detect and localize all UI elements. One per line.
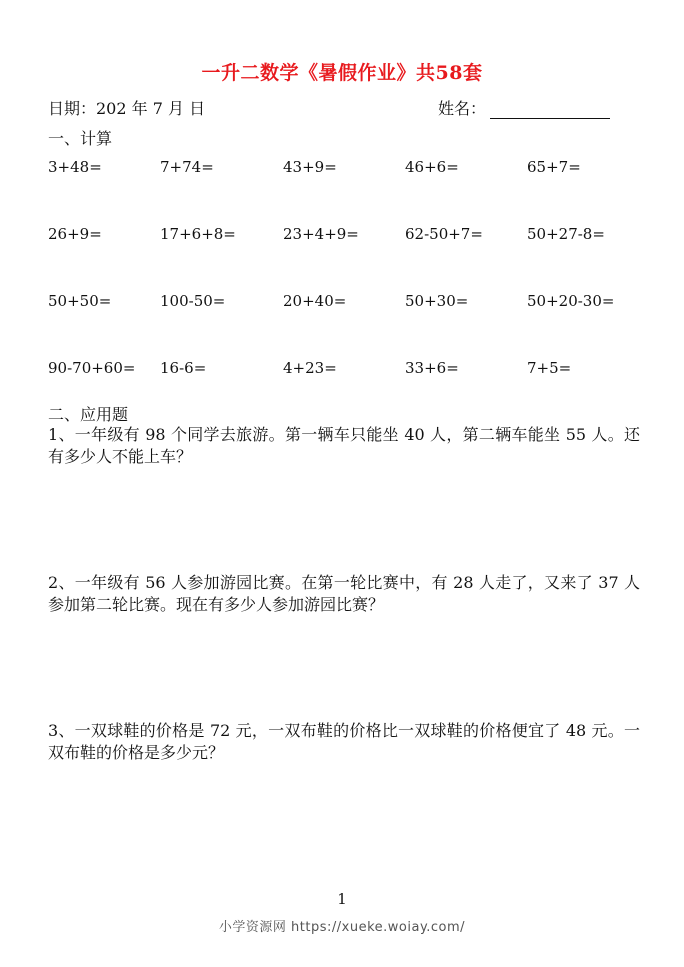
calc-item: 46+6= (405, 158, 459, 176)
section-title-calculation: 一、计算 (48, 129, 113, 148)
calc-item: 65+7= (527, 158, 581, 176)
page-number: 1 (337, 890, 347, 908)
calc-item: 20+40= (283, 292, 347, 310)
calc-item: 7+5= (527, 359, 572, 377)
calc-item: 16-6= (160, 359, 207, 377)
calc-item: 43+9= (283, 158, 337, 176)
info-row (48, 96, 628, 118)
calc-item: 50+27-8= (527, 225, 605, 243)
calc-item: 7+74= (160, 158, 214, 176)
calc-row (48, 292, 648, 359)
name-blank-line (490, 100, 610, 119)
word-problem: 2、一年级有 56 人参加游园比赛。在第一轮比赛中，有 28 人走了，又来了 37 人参加第二轮比赛。现在有多少人参加游园比赛？ (48, 573, 640, 614)
section-title-word-problems: 二、应用题 (48, 405, 129, 424)
word-problem: 3、一双球鞋的价格是 72 元，一双布鞋的价格比一双球鞋的价格便宜了 48 元。一双布鞋的价格是多少元？ (48, 721, 640, 762)
calc-item: 90-70+60= (48, 359, 136, 377)
date-label: 日期：202 年 7 月 日 (48, 99, 206, 118)
calc-item: 50+20-30= (527, 292, 615, 310)
name-label: 姓名： (438, 99, 487, 118)
word-problem: 1、一年级有 98 个同学去旅游。第一辆车只能坐 40 人，第二辆车能坐 55 人。还有多少人不能上车？ (48, 425, 640, 466)
calc-item: 4+23= (283, 359, 337, 377)
word-problems (48, 424, 640, 868)
footer-watermark: 小学资源网 https://xueke.woiay.com/ (218, 920, 466, 935)
worksheet-title: 一升二数学《暑假作业》共58套 (201, 62, 483, 84)
calculation-grid (48, 158, 648, 426)
name-field (438, 96, 610, 119)
calc-row (48, 359, 648, 426)
calc-item: 50+50= (48, 292, 112, 310)
calc-item: 26+9= (48, 225, 102, 243)
calc-item: 3+48= (48, 158, 102, 176)
calc-row (48, 158, 648, 225)
calc-item: 62-50+7= (405, 225, 483, 243)
calc-item: 33+6= (405, 359, 459, 377)
calc-item: 100-50= (160, 292, 226, 310)
calc-item: 50+30= (405, 292, 469, 310)
calc-item: 17+6+8= (160, 225, 236, 243)
calc-item: 23+4+9= (283, 225, 359, 243)
calc-row (48, 225, 648, 292)
